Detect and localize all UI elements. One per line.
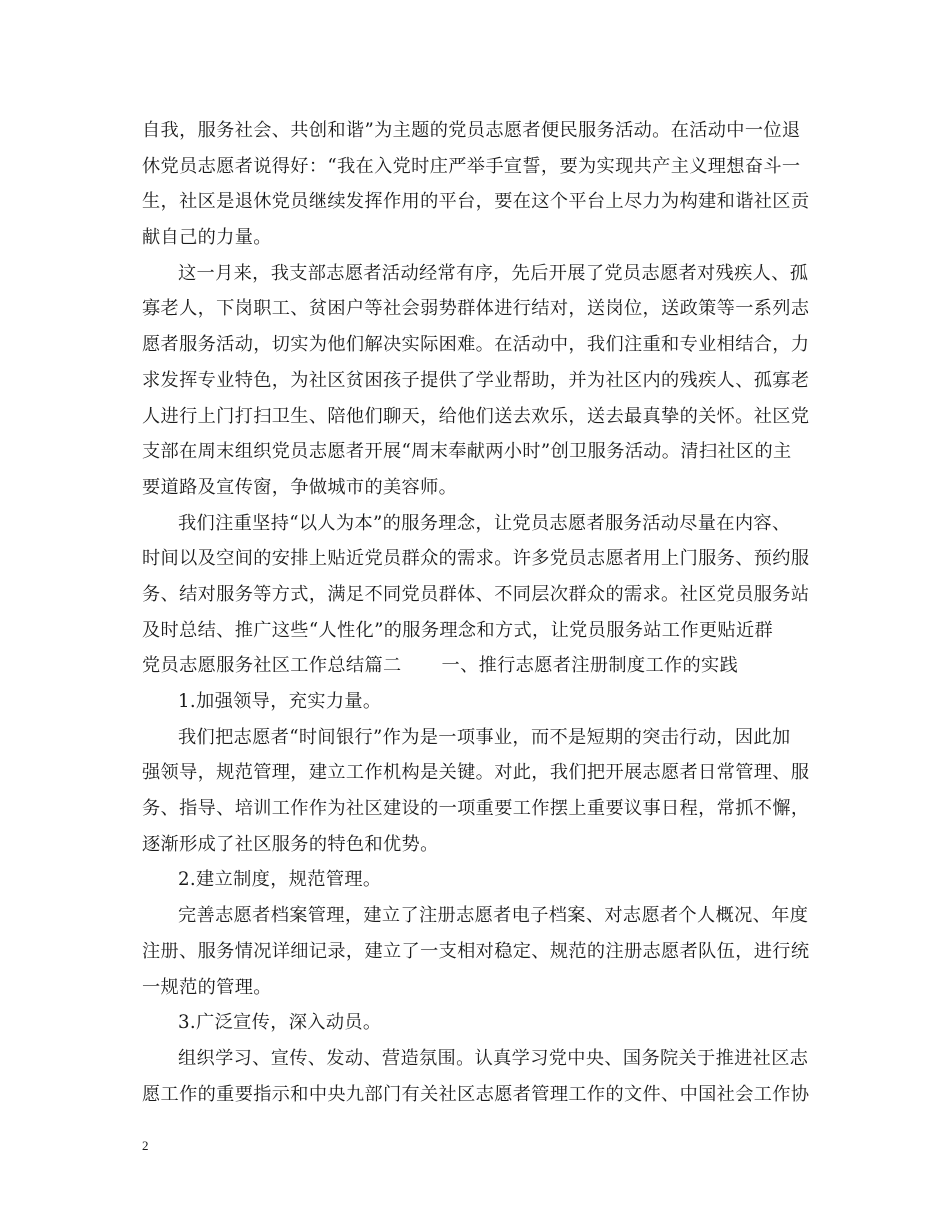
text-line: 强领导，规范管理，建立工作机构是关键。对此，我们把开展志愿者日常管理、服 — [142, 762, 810, 784]
body-text — [142, 113, 814, 1112]
paragraph-first-line: 我们注重坚持“以人为本”的服务理念，让党员志愿者服务活动尽量在内容、 — [178, 512, 791, 534]
text-line: 务、指导、培训工作作为社区建设的一项重要工作摆上重要议事日程，常抓不懈， — [142, 798, 810, 820]
text-line: 寡老人，下岗职工、贫困户等社会弱势群体进行结对，送岗位，送政策等一系列志 — [142, 298, 810, 320]
text-line: 及时总结、推广这些“人性化”的服务理念和方式，让党员服务站工作更贴近群 — [142, 619, 774, 641]
text-line: 人进行上门打扫卫生、陪他们聊天，给他们送去欢乐，送去最真挚的关怀。社区党 — [142, 405, 810, 427]
subheading: 2.建立制度，规范管理。 — [178, 869, 382, 891]
text-line: 一规范的管理。 — [142, 976, 272, 998]
article-title: 党员志愿服务社区工作总结篇二 — [142, 655, 402, 677]
paragraph-first-line: 我们把志愿者“时间银行”作为是一项事业，而不是短期的突击行动，因此加 — [178, 726, 791, 748]
text-line: 要道路及宣传窗，争做城市的美容师。 — [142, 476, 458, 498]
page-number: 2 — [142, 1138, 149, 1153]
text-line: 务、结对服务等方式，满足不同党员群体、不同层次群众的需求。社区党员服务站 — [142, 583, 810, 605]
subheading: 1.加强领导，充实力量。 — [178, 691, 382, 712]
text-line: 支部在周末组织党员志愿者开展“周末奉献两小时”创卫服务活动。清扫社区的主 — [142, 441, 792, 463]
text-line: 愿工作的重要指示和中央九部门有关社区志愿者管理工作的文件、中国社会工作协 — [142, 1083, 810, 1105]
text-line: 献自己的力量。 — [142, 227, 272, 249]
section-title-line — [142, 648, 814, 684]
text-line: 休党员志愿者说得好：“我在入党时庄严举手宣誓，要为实现共产主义理想奋斗一 — [142, 155, 801, 177]
text-line: 时间以及空间的安排上贴近党员群众的需求。许多党员志愿者用上门服务、预约服 — [142, 548, 810, 570]
text-line: 求发挥专业特色，为社区贫困孩子提供了学业帮助，并为社区内的残疾人、孤寡老 — [142, 369, 810, 391]
text-line: 自我，服务社会、共创和谐”为主题的党员志愿者便民服务活动。在活动中一位退 — [142, 120, 801, 141]
text-line: 愿者服务活动，切实为他们解决实际困难。在活动中，我们注重和专业相结合，力 — [142, 334, 810, 356]
text-line: 生，社区是退休党员继续发挥作用的平台，要在这个平台上尽力为构建和谐社区贡 — [142, 191, 810, 213]
text-line: 逐渐形成了社区服务的特色和优势。 — [142, 833, 439, 855]
paragraph-first-line: 组织学习、宣传、发动、营造氛围。认真学习党中央、国务院关于推进社区志 — [178, 1047, 809, 1069]
text-line: 注册、服务情况详细记录，建立了一支相对稳定、规范的注册志愿者队伍，进行统 — [142, 940, 810, 962]
paragraph-first-line: 完善志愿者档案管理，建立了注册志愿者电子档案、对志愿者个人概况、年度 — [178, 905, 809, 927]
section-heading: 一、推行志愿者注册制度工作的实践 — [441, 655, 739, 677]
paragraph-first-line: 这一月来，我支部志愿者活动经常有序，先后开展了党员志愿者对残疾人、孤 — [178, 262, 809, 284]
subheading: 3.广泛宣传，深入动员。 — [178, 1012, 382, 1034]
